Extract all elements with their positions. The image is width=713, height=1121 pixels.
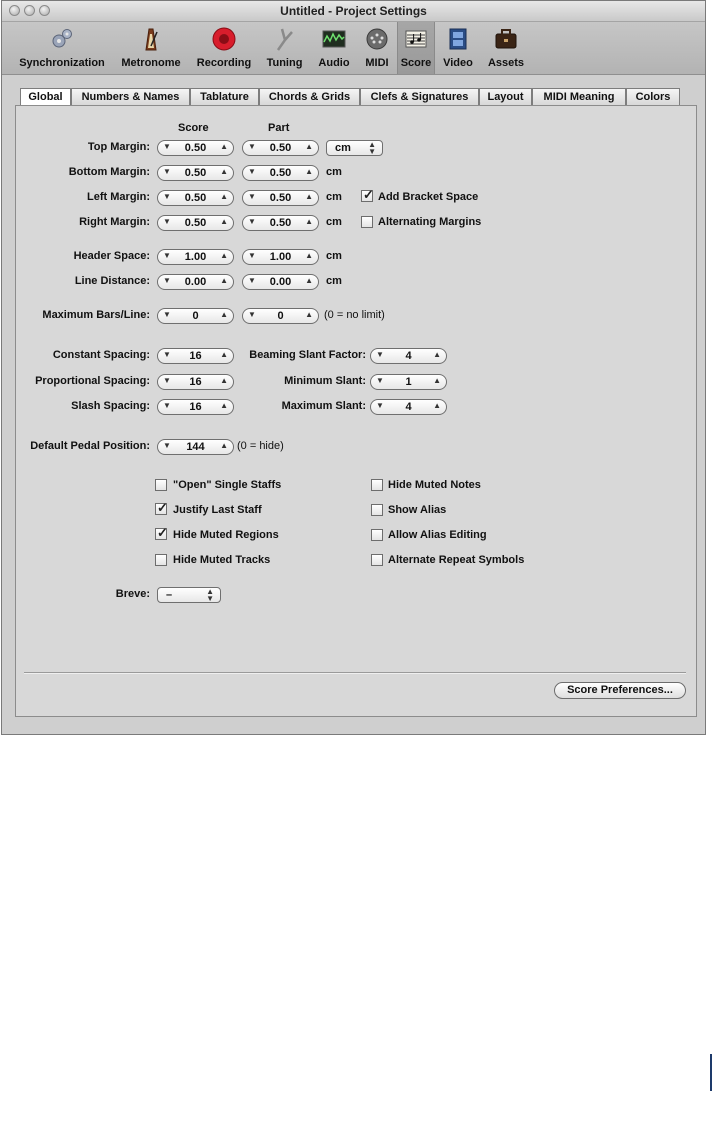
- toolbar-video[interactable]: Video: [437, 22, 479, 74]
- unit-label: cm: [326, 166, 342, 178]
- unit-label: cm: [326, 191, 342, 203]
- midi-port-icon: [364, 26, 390, 52]
- max-bars-score-stepper[interactable]: ▼ 0 ▲: [157, 308, 234, 324]
- max-bars-label: Maximum Bars/Line:: [42, 309, 150, 321]
- tab-layout[interactable]: Layout: [479, 88, 532, 106]
- line-distance-score-stepper[interactable]: ▼ 0.00 ▲: [157, 274, 234, 290]
- right-margin-label: Right Margin:: [79, 216, 150, 228]
- show-alias-label: Show Alias: [388, 504, 447, 516]
- score-icon: [403, 26, 429, 52]
- justify-last-staff-checkbox[interactable]: ✓: [157, 500, 168, 515]
- slash-spacing-label: Slash Spacing:: [71, 400, 150, 412]
- briefcase-icon: [493, 26, 519, 52]
- settings-toolbar: [2, 22, 705, 75]
- score-column-header: Score: [178, 122, 209, 134]
- bottom-margin-label: Bottom Margin:: [68, 166, 150, 178]
- slash-spacing-stepper[interactable]: ▼ 16 ▲: [157, 399, 234, 415]
- tab-midi-meaning[interactable]: MIDI Meaning: [532, 88, 626, 106]
- max-bars-note: (0 = no limit): [324, 309, 385, 321]
- toolbar-recording[interactable]: Recording: [191, 22, 257, 74]
- beaming-slant-factor-stepper[interactable]: ▼ 4 ▲: [370, 348, 447, 364]
- default-pedal-position-stepper[interactable]: ▼ 144 ▲: [157, 439, 234, 455]
- part-column-header: Part: [268, 122, 290, 134]
- alternating-margins-checkbox[interactable]: [361, 216, 373, 228]
- bottom-margin-part-stepper[interactable]: ▼ 0.50 ▲: [242, 165, 319, 181]
- breve-popup[interactable]: – ▲ ▼: [157, 587, 221, 603]
- constant-spacing-label: Constant Spacing:: [52, 349, 150, 361]
- tuning-fork-icon: [272, 26, 298, 52]
- constant-spacing-stepper[interactable]: ▼ 16 ▲: [157, 348, 234, 364]
- tab-colors[interactable]: Colors: [626, 88, 680, 106]
- add-bracket-space-checkbox[interactable]: ✓: [363, 187, 374, 202]
- right-margin-part-stepper[interactable]: ▼ 0.50 ▲: [242, 215, 319, 231]
- unit-label: cm: [326, 250, 342, 262]
- toolbar-synchronization[interactable]: Synchronization: [14, 22, 110, 74]
- hide-muted-tracks-checkbox[interactable]: [155, 554, 167, 566]
- alternate-repeat-symbols-checkbox[interactable]: [371, 554, 383, 566]
- allow-alias-editing-checkbox[interactable]: [371, 529, 383, 541]
- minimum-slant-label: Minimum Slant:: [284, 375, 366, 387]
- right-margin-score-stepper[interactable]: ▼ 0.50 ▲: [157, 215, 234, 231]
- unit-label: cm: [326, 275, 342, 287]
- tab-tablature[interactable]: Tablature: [190, 88, 259, 106]
- proportional-spacing-stepper[interactable]: ▼ 16 ▲: [157, 374, 234, 390]
- header-space-part-stepper[interactable]: ▼ 1.00 ▲: [242, 249, 319, 265]
- hide-muted-tracks-label: Hide Muted Tracks: [173, 554, 271, 566]
- header-space-label: Header Space:: [73, 250, 150, 262]
- show-alias-checkbox[interactable]: [371, 504, 383, 516]
- gears-icon: [49, 26, 75, 52]
- top-margin-part-stepper[interactable]: ▼ 0.50 ▲: [242, 140, 319, 156]
- alternate-repeat-symbols-label: Alternate Repeat Symbols: [388, 554, 525, 566]
- add-bracket-space-label: Add Bracket Space: [378, 191, 479, 203]
- open-single-staffs-checkbox[interactable]: [155, 479, 167, 491]
- score-preferences-button[interactable]: Score Preferences...: [554, 682, 686, 699]
- title-bar: [2, 1, 705, 22]
- tab-global[interactable]: Global: [20, 88, 71, 106]
- audio-meter-icon: [321, 26, 347, 52]
- minimum-slant-stepper[interactable]: ▼ 1 ▲: [370, 374, 447, 390]
- maximum-slant-stepper[interactable]: ▼ 4 ▲: [370, 399, 447, 415]
- breve-label: Breve:: [115, 588, 150, 600]
- toolbar-tuning[interactable]: Tuning: [261, 22, 308, 74]
- metronome-icon: [138, 26, 164, 52]
- justify-last-staff-label: Justify Last Staff: [173, 504, 262, 516]
- film-icon: [445, 26, 471, 52]
- allow-alias-editing-label: Allow Alias Editing: [388, 529, 487, 541]
- max-bars-part-stepper[interactable]: ▼ 0 ▲: [242, 308, 319, 324]
- beaming-slant-factor-label: Beaming Slant Factor:: [249, 349, 366, 361]
- toolbar-assets[interactable]: Assets: [482, 22, 530, 74]
- left-margin-score-stepper[interactable]: ▼ 0.50 ▲: [157, 190, 234, 206]
- window-title: Untitled - Project Settings: [280, 4, 427, 18]
- panel-divider: [24, 672, 686, 674]
- pedal-note: (0 = hide): [237, 440, 284, 452]
- maximum-slant-label: Maximum Slant:: [281, 400, 366, 412]
- tab-chords-grids[interactable]: Chords & Grids: [259, 88, 360, 106]
- tab-numbers-names[interactable]: Numbers & Names: [71, 88, 190, 106]
- line-distance-part-stepper[interactable]: ▼ 0.00 ▲: [242, 274, 319, 290]
- record-icon: [211, 26, 237, 52]
- toolbar-midi[interactable]: MIDI: [358, 22, 396, 74]
- default-pedal-position-label: Default Pedal Position:: [30, 440, 150, 452]
- page-edge-bar: [710, 1054, 712, 1091]
- header-space-score-stepper[interactable]: ▼ 1.00 ▲: [157, 249, 234, 265]
- unit-popup[interactable]: cm ▲ ▼: [326, 140, 383, 156]
- unit-label: cm: [326, 216, 342, 228]
- hide-muted-notes-label: Hide Muted Notes: [388, 479, 481, 491]
- proportional-spacing-label: Proportional Spacing:: [35, 375, 150, 387]
- bottom-margin-score-stepper[interactable]: ▼ 0.50 ▲: [157, 165, 234, 181]
- tab-clefs-signatures[interactable]: Clefs & Signatures: [360, 88, 479, 106]
- line-distance-label: Line Distance:: [74, 275, 150, 287]
- hide-muted-regions-label: Hide Muted Regions: [173, 529, 279, 541]
- hide-muted-notes-checkbox[interactable]: [371, 479, 383, 491]
- toolbar-score[interactable]: Score: [397, 22, 435, 74]
- top-margin-label: Top Margin:: [87, 141, 150, 153]
- left-margin-part-stepper[interactable]: ▼ 0.50 ▲: [242, 190, 319, 206]
- left-margin-label: Left Margin:: [87, 191, 150, 203]
- hide-muted-regions-checkbox[interactable]: ✓: [157, 525, 168, 540]
- top-margin-score-stepper[interactable]: ▼ 0.50 ▲: [157, 140, 234, 156]
- toolbar-audio[interactable]: Audio: [312, 22, 356, 74]
- toolbar-metronome[interactable]: Metronome: [113, 22, 189, 74]
- alternating-margins-label: Alternating Margins: [378, 216, 482, 228]
- open-single-staffs-label: "Open" Single Staffs: [173, 479, 282, 491]
